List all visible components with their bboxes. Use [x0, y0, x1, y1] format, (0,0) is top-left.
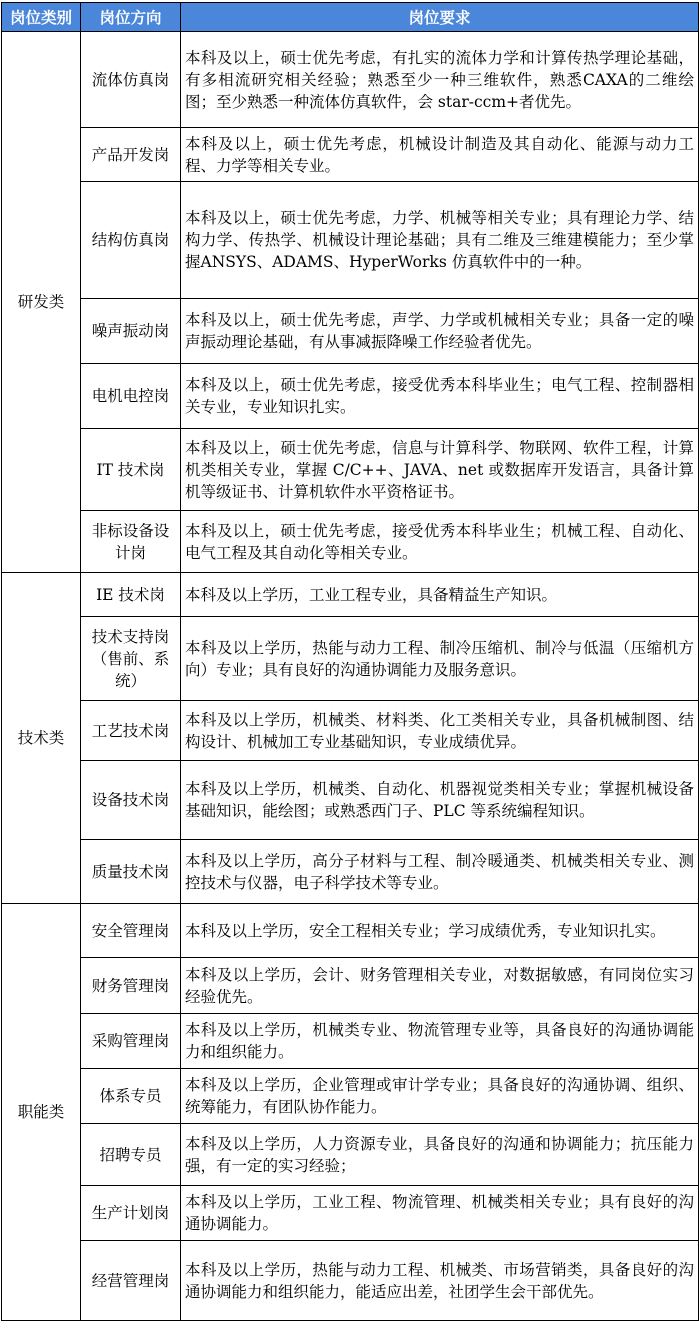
requirement-cell: 本科及以上，硕士优先考虑，接受优秀本科毕业生；电气工程、控制器相关专业，专业知识扎实。 — [181, 364, 699, 429]
position-cell: 财务管理岗 — [81, 958, 181, 1014]
header-category: 岗位类别 — [2, 3, 81, 32]
requirement-cell: 本科及以上学历，安全工程相关专业；学习成绩优秀，专业知识扎实。 — [181, 904, 699, 958]
position-cell: 经营管理岗 — [81, 1241, 181, 1321]
requirement-cell: 本科及以上，硕士优先考虑，接受优秀本科毕业生；机械工程、自动化、电气工程及其自动化等相关专业。 — [181, 511, 699, 573]
position-cell: 设备技术岗 — [81, 761, 181, 840]
requirement-cell: 本科及以上，硕士优先考虑，机械设计制造及其自动化、能源与动力工程、力学等相关专业。 — [181, 128, 699, 182]
position-cell: 产品开发岗 — [81, 128, 181, 182]
requirement-cell: 本科及以上学历，热能与动力工程、机械类、市场营销类，具备良好的沟通协调能力和组织能力，能适应出差，社团学生会干部优先。 — [181, 1241, 699, 1321]
position-cell: IE 技术岗 — [81, 573, 181, 617]
job-requirements-table — [1, 2, 699, 1321]
position-cell: 体系专员 — [81, 1069, 181, 1124]
table-row — [2, 1014, 699, 1069]
table-row — [2, 511, 699, 573]
table-row — [2, 429, 699, 511]
position-cell: 结构仿真岗 — [81, 182, 181, 299]
table-row — [2, 364, 699, 429]
category-cell-rd: 研发类 — [2, 32, 81, 573]
table-row — [2, 128, 699, 182]
requirement-cell: 本科及以上学历，热能与动力工程、制冷压缩机、制冷与低温（压缩机方向）专业；具有良好的沟通协调能力及服务意识。 — [181, 617, 699, 701]
table-row — [2, 840, 699, 904]
requirement-cell: 本科及以上学历，机械类、材料类、化工类相关专业，具备机械制图、结构设计、机械加工专业基础知识，专业成绩优异。 — [181, 701, 699, 761]
position-cell: 非标设备设计岗 — [81, 511, 181, 573]
position-cell: 质量技术岗 — [81, 840, 181, 904]
table-row — [2, 182, 699, 299]
position-cell: 生产计划岗 — [81, 1186, 181, 1241]
category-cell-tech: 技术类 — [2, 573, 81, 904]
requirement-cell: 本科及以上，硕士优先考虑，信息与计算科学、物联网、软件工程，计算机类相关专业，掌握 C/C++、JAVA、net 或数据库开发语言，具备计算机等级证书、计算机软件水平资格证书。 — [181, 429, 699, 511]
position-cell: 采购管理岗 — [81, 1014, 181, 1069]
category-cell-function: 职能类 — [2, 904, 81, 1321]
requirement-cell: 本科及以上学历，企业管理或审计学专业；具备良好的沟通协调、组织、统筹能力，有团队协作能力。 — [181, 1069, 699, 1124]
table-row — [2, 904, 699, 958]
position-cell: 工艺技术岗 — [81, 701, 181, 761]
requirement-cell: 本科及以上学历，高分子材料与工程、制冷暖通类、机械类相关专业、测控技术与仪器，电子科学技术等专业。 — [181, 840, 699, 904]
position-cell: 噪声振动岗 — [81, 299, 181, 364]
table-row — [2, 1186, 699, 1241]
position-cell: 电机电控岗 — [81, 364, 181, 429]
requirement-cell: 本科及以上学历，会计、财务管理相关专业，对数据敏感，有同岗位实习经验优先。 — [181, 958, 699, 1014]
requirement-cell: 本科及以上学历，工业工程、物流管理、机械类相关专业；具有良好的沟通协调能力。 — [181, 1186, 699, 1241]
header-requirement: 岗位要求 — [181, 3, 699, 32]
position-cell: 流体仿真岗 — [81, 32, 181, 128]
table-row — [2, 573, 699, 617]
header-row — [2, 3, 699, 32]
requirement-cell: 本科及以上学历，工业工程专业，具备精益生产知识。 — [181, 573, 699, 617]
table-row — [2, 958, 699, 1014]
table-row — [2, 1124, 699, 1186]
position-cell: IT 技术岗 — [81, 429, 181, 511]
requirement-cell: 本科及以上，硕士优先考虑，有扎实的流体力学和计算传热学理论基础，有多相流研究相关经验；熟悉至少一种三维软件，熟悉CAXA的二维绘图；至少熟悉一种流体仿真软件，会 star-ccm+者优先。 — [181, 32, 699, 128]
table-row — [2, 1069, 699, 1124]
position-cell: 招聘专员 — [81, 1124, 181, 1186]
header-position: 岗位方向 — [81, 3, 181, 32]
table-row — [2, 761, 699, 840]
table-row — [2, 299, 699, 364]
table-row — [2, 701, 699, 761]
requirement-cell: 本科及以上学历，人力资源专业，具备良好的沟通和协调能力；抗压能力强，有一定的实习经验； — [181, 1124, 699, 1186]
position-cell: 技术支持岗（售前、系统） — [81, 617, 181, 701]
table-row — [2, 32, 699, 128]
position-cell: 安全管理岗 — [81, 904, 181, 958]
requirement-cell: 本科及以上学历，机械类专业、物流管理专业等，具备良好的沟通协调能力和组织能力。 — [181, 1014, 699, 1069]
requirement-cell: 本科及以上学历，机械类、自动化、机器视觉类相关专业；掌握机械设备基础知识，能绘图；或熟悉西门子、PLC 等系统编程知识。 — [181, 761, 699, 840]
requirement-cell: 本科及以上，硕士优先考虑，声学、力学或机械相关专业；具备一定的噪声振动理论基础，有从事减振降噪工作经验者优先。 — [181, 299, 699, 364]
table-row — [2, 1241, 699, 1321]
requirement-cell: 本科及以上，硕士优先考虑，力学、机械等相关专业；具有理论力学、结构力学、传热学、机械设计理论基础；具有二维及三维建模能力；至少掌握ANSYS、ADAMS、HyperWorks 仿真软件中的一种。 — [181, 182, 699, 299]
table-row — [2, 617, 699, 701]
